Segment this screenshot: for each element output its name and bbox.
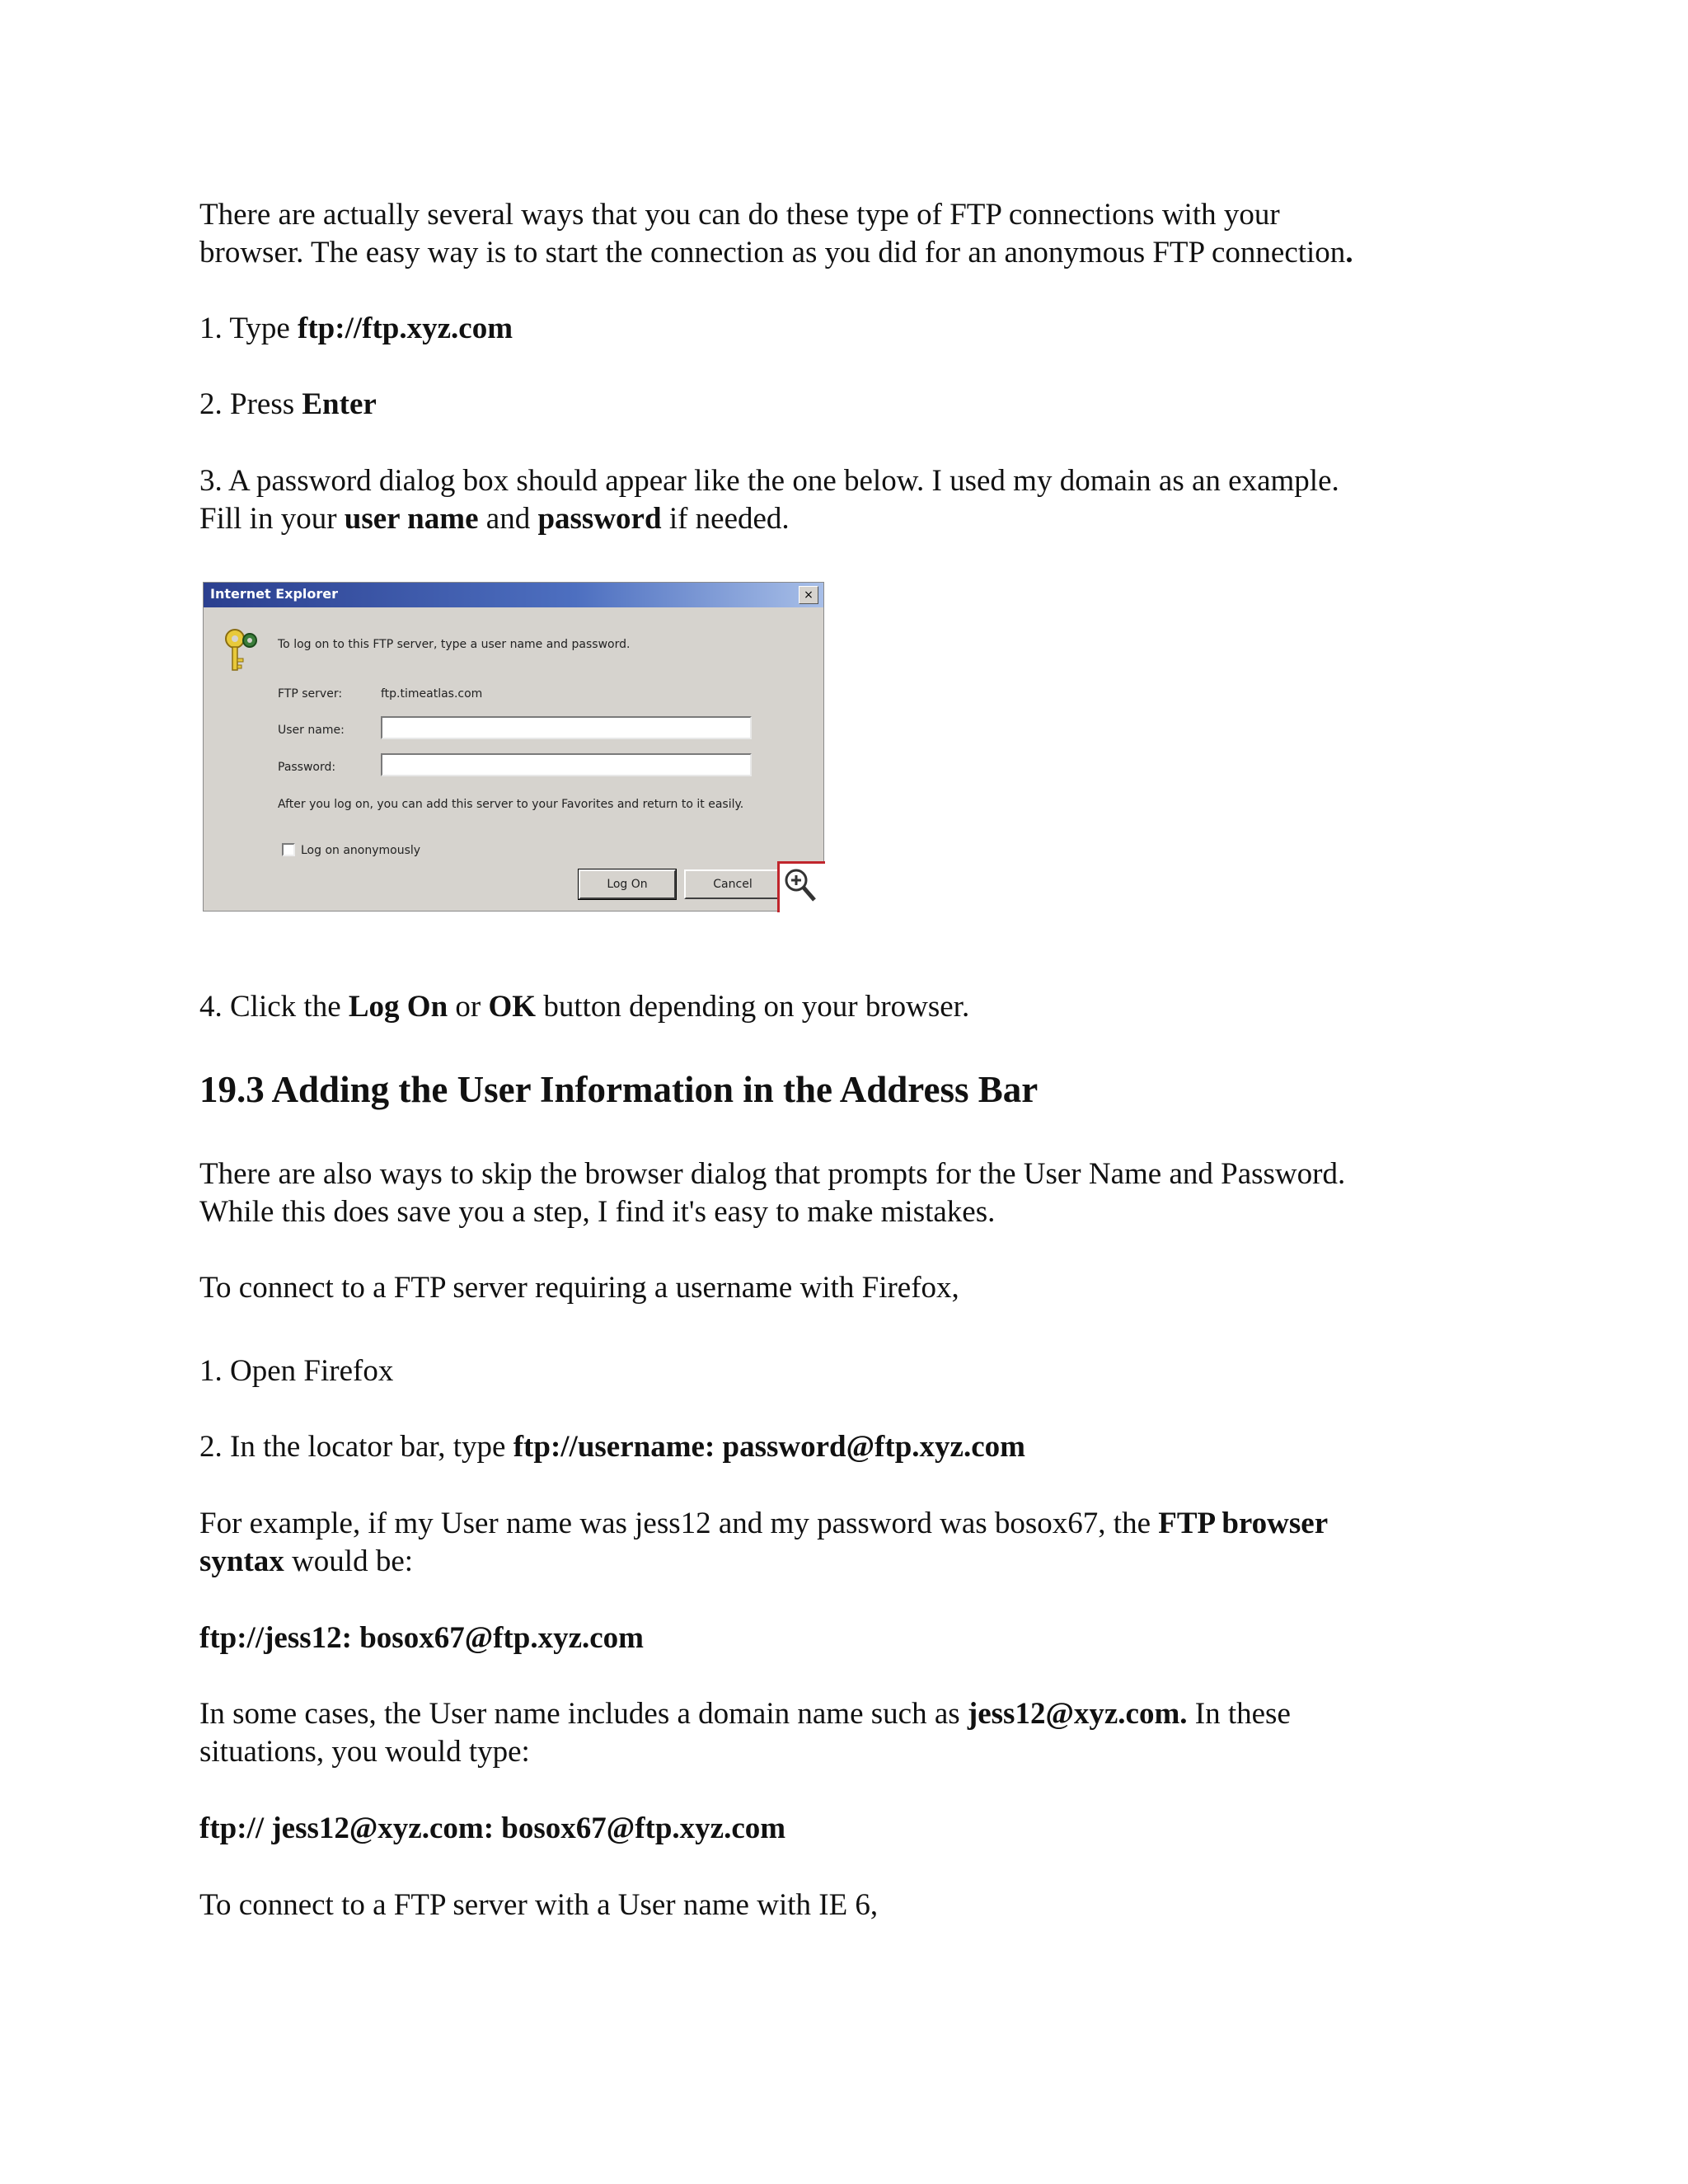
firefox-step-1: 1. Open Firefox xyxy=(199,1354,394,1388)
example-bold-1: FTP browser xyxy=(1158,1507,1329,1540)
step-1-text: 1. Type xyxy=(199,312,298,345)
domain-case-line-2: situations, you would type: xyxy=(199,1735,530,1769)
step-3-pre: Fill in your xyxy=(199,502,345,536)
step-4 xyxy=(199,988,1492,1026)
para-1-line-1: There are also ways to skip the browser dialog that prompts for the User Name and Password. xyxy=(199,1157,1346,1191)
firefox-step-2-url: ftp://username: password@ftp.xyz.com xyxy=(513,1430,1025,1464)
ftp-server-label: FTP server: xyxy=(278,687,343,701)
firefox-step-2 xyxy=(199,1428,1492,1466)
anonymous-checkbox[interactable] xyxy=(282,843,295,856)
domain-url xyxy=(199,1810,1492,1848)
firefox-step-2-pre: 2. In the locator bar, type xyxy=(199,1430,513,1464)
step-3-post: if needed. xyxy=(661,502,790,536)
intro-line-1: There are actually several ways that you can do these type of FTP connections with your xyxy=(199,198,1280,232)
step-4-ok: OK xyxy=(488,990,537,1024)
firefox-intro: To connect to a FTP server requiring a username with Firefox, xyxy=(199,1271,959,1305)
example-line-1 xyxy=(199,1505,1492,1543)
step-4-mid: or xyxy=(448,990,489,1024)
password-label: Password: xyxy=(278,761,336,774)
para-1-line-2: While this does save you a step, I find it's easy to make mistakes. xyxy=(199,1195,996,1229)
dialog-prompt: To log on to this FTP server, type a user name and password. xyxy=(278,638,631,651)
section-heading: 19.3 Adding the User Information in the Address Bar xyxy=(199,1069,1039,1110)
step-3-password: password xyxy=(537,502,662,536)
step-3-line-1: 3. A password dialog box should appear like the one below. I used my domain as an example. xyxy=(199,464,1339,498)
step-1-url: ftp://ftp.xyz.com xyxy=(298,312,513,345)
example-url xyxy=(199,1619,1492,1657)
example-pre: For example, if my User name was jess12 and my password was bosox67, the xyxy=(199,1507,1159,1540)
domain-case-post: In these xyxy=(1187,1697,1291,1731)
domain-case-pre: In some cases, the User name includes a domain name such as xyxy=(199,1697,968,1731)
example-bold-2: syntax xyxy=(199,1544,284,1578)
log-on-button[interactable]: Log On xyxy=(579,869,676,899)
zoom-in-icon[interactable] xyxy=(780,864,823,910)
dialog-title: Internet Explorer xyxy=(210,586,339,602)
step-2 xyxy=(199,386,1492,424)
step-1 xyxy=(199,310,1492,348)
intro-period: . xyxy=(1345,236,1353,269)
password-input[interactable] xyxy=(381,753,752,776)
step-3-username: user name xyxy=(344,502,479,536)
step-4-post: button depending on your browser. xyxy=(536,990,970,1024)
key-icon xyxy=(222,626,260,675)
step-2-text: 2. Press xyxy=(199,387,302,421)
step-3-line-2 xyxy=(199,500,1492,538)
step-2-key: Enter xyxy=(302,387,377,421)
anonymous-label: Log on anonymously xyxy=(301,844,421,857)
example-url-text: ftp://jess12: bosox67@ftp.xyz.com xyxy=(199,1621,644,1655)
example-post: would be: xyxy=(284,1544,414,1578)
step-4-logon: Log On xyxy=(348,990,448,1024)
username-label: User name: xyxy=(278,724,345,737)
domain-case-bold: jess12@xyz.com. xyxy=(967,1697,1188,1731)
dialog-titlebar xyxy=(204,583,823,607)
domain-url-text: ftp:// jess12@xyz.com: bosox67@ftp.xyz.com xyxy=(199,1811,786,1845)
step-3-mid: and xyxy=(478,502,538,536)
zoom-box[interactable] xyxy=(777,861,825,912)
example-line-2 xyxy=(199,1543,1492,1581)
intro-line-2 xyxy=(199,234,1492,272)
step-4-pre: 4. Click the xyxy=(199,990,349,1024)
ie-intro: To connect to a FTP server with a User name with IE 6, xyxy=(199,1888,879,1922)
ftp-server-value: ftp.timeatlas.com xyxy=(381,687,483,701)
intro-line-2-text: browser. The easy way is to start the connection as you did for an anonymous FTP connection xyxy=(199,236,1346,269)
username-input[interactable] xyxy=(381,716,752,739)
dialog-note: After you log on, you can add this server to your Favorites and return to it easily. xyxy=(278,798,744,811)
domain-case-line-1 xyxy=(199,1695,1492,1733)
ie-login-dialog xyxy=(203,582,824,912)
cancel-button[interactable]: Cancel xyxy=(684,869,781,899)
close-icon[interactable]: × xyxy=(799,586,818,604)
